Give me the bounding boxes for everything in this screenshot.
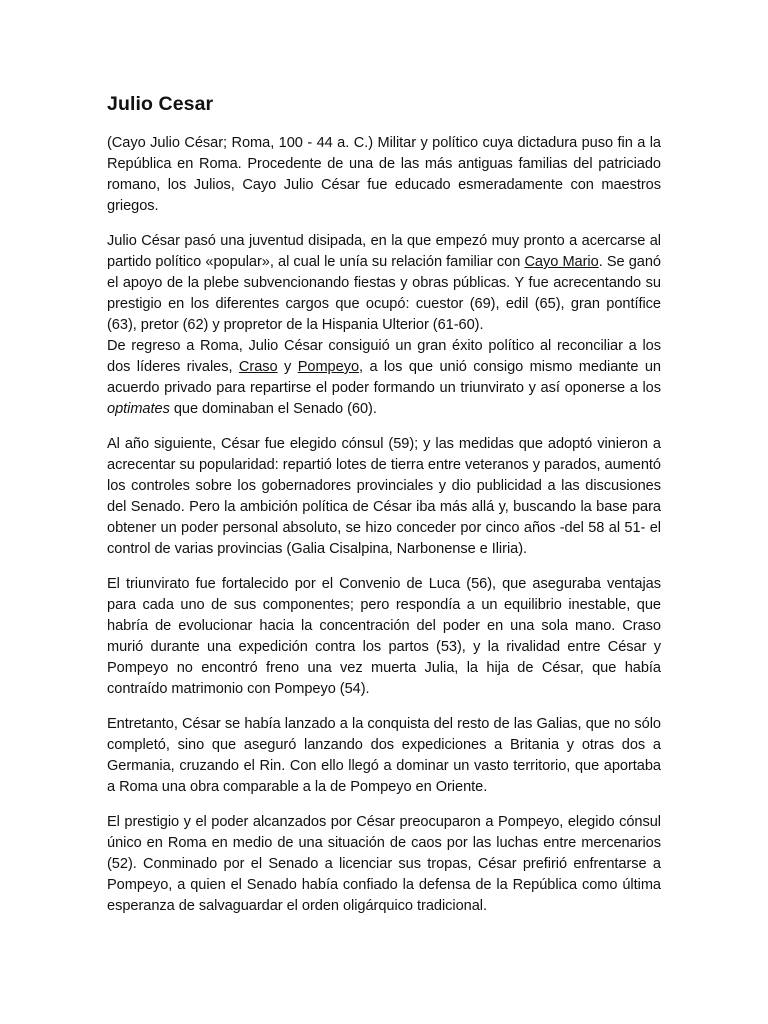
optimates-italic: optimates xyxy=(107,401,170,417)
paragraph-youth xyxy=(107,231,661,336)
document-page xyxy=(107,90,661,931)
paragraph-intro: (Cayo Julio César; Roma, 100 - 44 a. C.) Militar y político cuya dictadura puso fin a la República en Roma. Procedente de una de las más antiguas familias del patriciado romano, los Julios, Cayo Julio César fue educado esmeradamente con maestros griegos. xyxy=(107,135,661,214)
pompeyo-link[interactable]: Pompeyo xyxy=(297,359,360,375)
paragraph-consul: Al año siguiente, César fue elegido cónsul (59); y las medidas que adoptó vinieron a acrecentar su popularidad: repartió lotes de tierra entre veteranos y parados, aumentó los controles sobre los gobernadores provinciales y dio publicidad a las discusiones del Senado. Pero la ambición política de César iba más allá y, buscando la base para obtener un poder personal absoluto, se hizo conceder por cinco años -del 58 al 51- el control de varias provincias (Galia Cisalpina, Narbonense e Iliria). xyxy=(107,436,661,557)
paragraph-pompeyo: El prestigio y el poder alcanzados por César preocuparon a Pompeyo, elegido cónsul único en Roma en medio de una situación de caos por las luchas entre mercenarios (52). Conminado por el Senado a licenciar sus tropas, César prefirió enfrentarse a Pompeyo, a quien el Senado había confiado la defensa de la República como última esperanza de salvaguardar el orden oligárquico tradicional. xyxy=(107,814,661,914)
paragraph-triumvirate-text-3: , a los que unió consigo mismo mediante un acuerdo privado para repartirse el poder formando un triunvirato y así oponerse a los xyxy=(107,359,661,396)
paragraph-triumvirate-text-1: De regreso a Roma, Julio César consiguió un gran éxito político al reconciliar a los dos líderes rivales, xyxy=(107,338,661,375)
paragraph-triumvirate-text-4: que dominaban el Senado (60). xyxy=(169,401,377,417)
cayo-mario-link[interactable]: Cayo Mario xyxy=(524,254,599,270)
paragraph-youth-text-after: . Se ganó el apoyo de la plebe subvencionando fiestas y obras públicas. Y fue acrecentando su prestigio en los diferentes cargos que ocupó: cuestor (69), edil (65), gran pontífice (63), pretor (62) y propretor de la Hispania Ulterior (61-60). xyxy=(107,254,661,333)
paragraph-youth-text-before: Julio César pasó una juventud disipada, en la que empezó muy pronto a acercarse al partido político «popular», al cual le unía su relación familiar con xyxy=(107,233,661,270)
document-title: Julio Cesar xyxy=(107,93,214,115)
craso-link[interactable]: Craso xyxy=(238,359,278,375)
paragraph-triumvirate-text-2: y xyxy=(277,359,298,375)
paragraph-luca: El triunvirato fue fortalecido por el Convenio de Luca (56), que aseguraba ventajas para cada uno de sus componentes; pero respondía a un equilibrio inestable, que habría de evolucionar hacia la concentración del poder en una sola mano. Craso murió durante una expedición contra los partos (53), y la rivalidad entre César y Pompeyo no encontró freno una vez muerta Julia, la hija de César, que había contraído matrimonio con Pompeyo (54). xyxy=(107,576,661,697)
paragraph-triumvirate xyxy=(107,336,661,420)
paragraph-galias: Entretanto, César se había lanzado a la conquista del resto de las Galias, que no sólo completó, sino que aseguró lanzando dos expediciones a Britania y otras dos a Germania, cruzando el Rin. Con ello llegó a dominar un vasto territorio, que aportaba a Roma una obra comparable a la de Pompeyo en Oriente. xyxy=(107,716,661,795)
